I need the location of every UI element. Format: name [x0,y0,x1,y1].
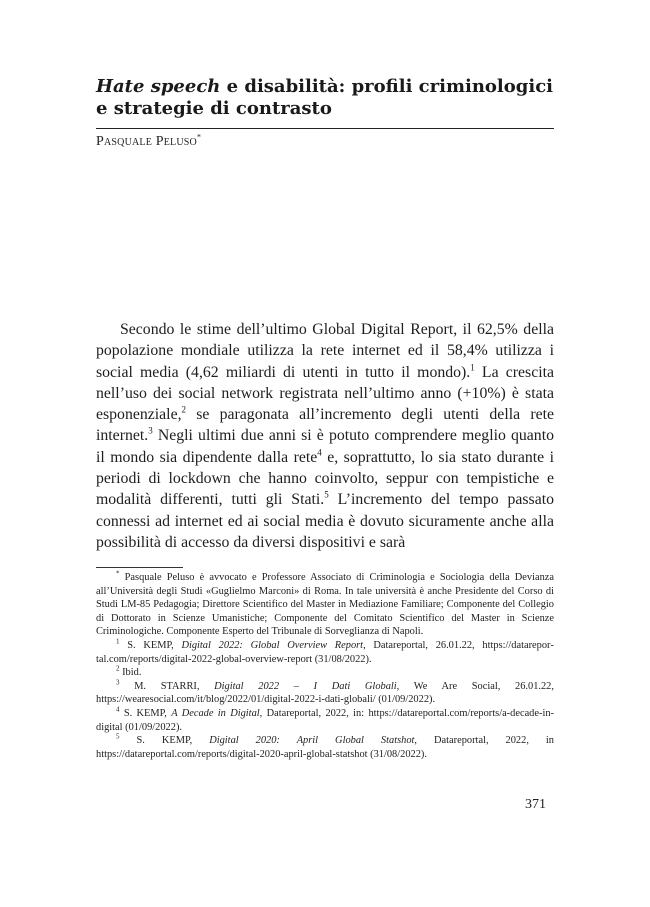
body-text: se paragonata all’incremento degli utenti della rete internet. [96,406,554,445]
footnote-ref-marker: 5 [116,732,120,741]
footnote-ref-marker: 2 [116,664,120,673]
body-text: La crescita nell’uso dei social network registrata nell’ultimo anno (+10%) è stata esponenziale, [96,363,554,424]
body-text: Secondo le stime dell’ultimo Global Digital Report, il 62,5% della popolazione mondiale utilizza la rete internet ed il 58,4% utilizza i social media (4,62 miliardi di utenti in tutto il mondo). [96,321,554,381]
body-ref-marker: 1 [470,362,475,373]
body-text: Negli ultimi due anni si è potuto comprendere meglio quanto il mondo sia dipendente dalla rete [96,427,554,466]
footnote [96,734,554,761]
body-paragraph [96,319,554,553]
author-footnote-marker: * [196,132,202,142]
footnote-text: Ibid. [119,667,142,679]
footnote-text: S. KEMP, [119,707,172,719]
page-number: 371 [525,797,546,812]
author-line [96,134,201,150]
author-name: Pasquale Peluso [96,134,197,149]
footnote-separator [96,567,183,568]
footnote-text: Datareportal, 26.01.22, https://datareportal.com/reports/digital-2022-global-overview-report (31/08/2022). [96,639,554,665]
footnote-text: We Are Social, 26.01.22, https://wearesocial.com/it/blog/2022/01/digital-2022-i-dati-globali/ (01/09/2022). [96,680,554,706]
footnote-ref-marker: * [116,569,120,578]
body-ref-marker: 3 [148,426,153,437]
body-ref-marker: 5 [324,490,329,501]
body-text: e, soprattutto, lo sia stato durante i periodi di lockdown che hanno coinvolto, seppur con tempistiche e modalità differenti, tutti gli Stati. [96,448,554,509]
footnote-text: M. STARRI, [119,680,215,692]
article-title [96,76,566,120]
footnote-italic-text: A Decade in Digital, [171,707,263,719]
body-text: L’incremento del tempo passato connessi ad internet ed ai social media è dovuto sicuramente anche alla possibilità di accesso da diversi dispositivi e sarà [96,491,554,551]
footnote-text: Datareportal, 2022, in https://datareportal.com/reports/digital-2020-april-global-statshot (31/08/2022). [96,735,554,760]
footnote [96,666,554,680]
footnote [96,707,554,734]
footnote-ref-marker: 1 [116,637,120,646]
footnote [96,571,554,639]
footnote-italic-text: Digital 2022: Global Overview Report, [181,639,366,651]
title-rule [96,128,554,129]
footnote [96,680,554,707]
footnote-italic-text: Digital 2022 – I Dati Globali, [214,680,400,692]
footnotes [96,571,554,761]
footnote [96,639,554,666]
footnote-italic-text: Digital 2020: April Global Statshot, [209,735,418,747]
footnote-ref-marker: 4 [116,705,120,714]
footnote-text: S. KEMP, [119,639,182,651]
body-ref-marker: 4 [317,447,322,458]
body-ref-marker: 2 [181,404,187,415]
title-rest: e disabilità: profili criminologici e strategie di contrasto [96,76,553,119]
footnote-text: S. KEMP, [119,735,210,747]
title-italic: Hate speech [96,76,221,97]
footnote-text: Pasquale Peluso è avvocato e Professore Associato di Criminologia e Sociologia della Devianza all’Università degli Studi «Guglielmo Marconi» di Roma. In tale università è anche Presidente del Corso di Studi LM-85 Pedagogia; Direttore Scientifico del Master in Mediazione Familiare; Componente del Collegio di Dottorato in Scienze Umanistiche; Componente del Comitato Scientifico del Master in Scienze Criminologiche. Componente Esperto del Tribunale di Sorveglianza di Napoli. [96,572,554,638]
footnote-ref-marker: 3 [116,678,120,687]
footnote-text: Datareportal, 2022, in: https://datareportal.com/reports/a-decade-in-digital (01/09/2022). [96,707,554,733]
